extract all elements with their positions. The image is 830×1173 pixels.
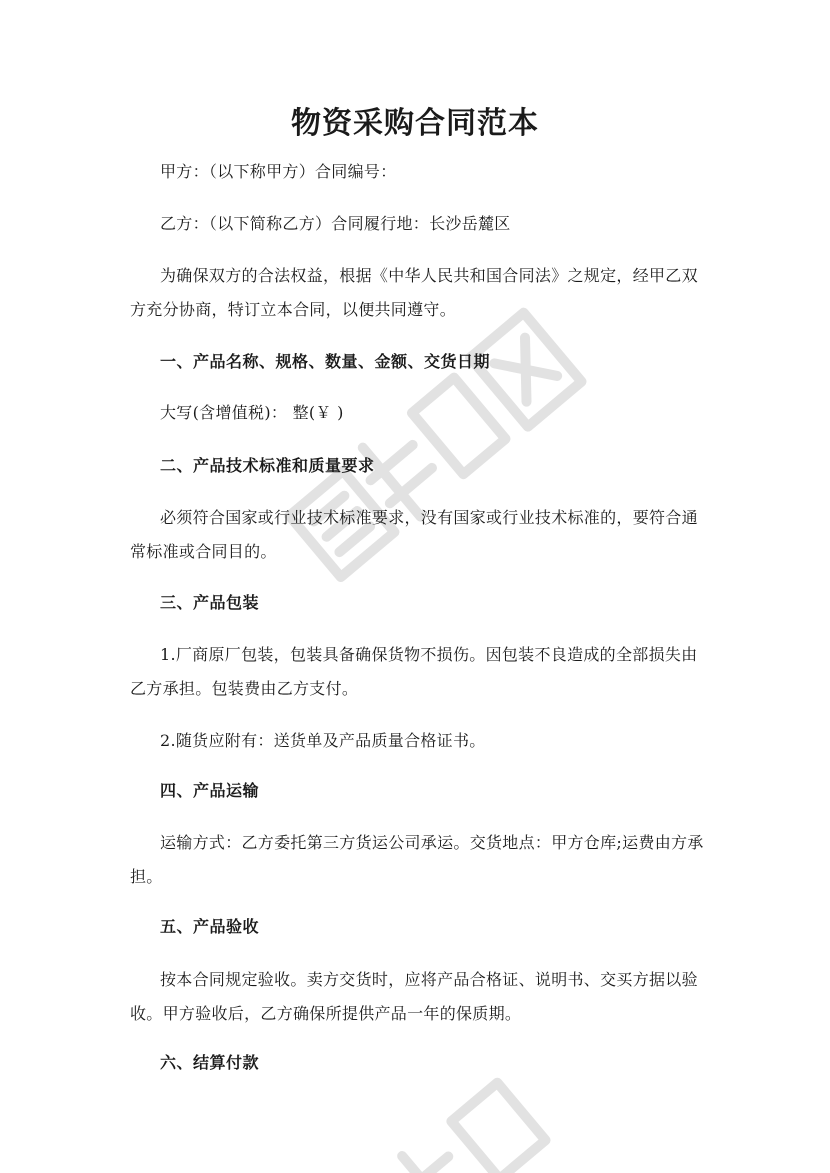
section-1-amount-line: 大写(含增值税)： 整(￥ )	[160, 403, 344, 422]
section-4-heading: 四、产品运输	[160, 781, 260, 800]
section-4-paragraph: 运输方式：乙方委托第三方货运公司承运。交货地点：甲方仓库;运费由方承担。	[130, 833, 704, 886]
section-3-paragraph-2: 2.随货应附有：送货单及产品质量合格证书。	[160, 731, 486, 750]
section-5-paragraph: 按本合同规定验收。卖方交货时，应将产品合格证、说明书、交买方据以验收。甲方验收后，乙方确保所提供产品一年的保质期。	[130, 970, 698, 1023]
section-3-paragraph-1: 1.厂商原厂包装，包装具备确保货物不损伤。因包装不良造成的全部损失由乙方承担。包装费由乙方支付。	[130, 645, 698, 698]
section-2-heading: 二、产品技术标准和质量要求	[160, 456, 375, 475]
section-2-paragraph: 必须符合国家或行业技术标准要求，没有国家或行业技术标准的，要符合通常标准或合同目的。	[130, 508, 698, 561]
section-1-heading: 一、产品名称、规格、数量、金额、交货日期	[160, 352, 491, 371]
party-a-line: 甲方：（以下称甲方）合同编号：	[160, 162, 397, 181]
intro-paragraph: 为确保双方的合法权益，根据《中华人民共和国合同法》之规定，经甲乙双方充分协商，特订立本合同，以便共同遵守。	[130, 266, 698, 319]
party-b-line: 乙方：（以下简称乙方）合同履行地：长沙岳麓区	[160, 214, 511, 233]
section-3-heading: 三、产品包装	[160, 593, 260, 612]
section-6-heading: 六、结算付款	[160, 1053, 260, 1072]
section-5-heading: 五、产品验收	[160, 917, 260, 936]
document-title: 物资采购合同范本	[291, 106, 539, 141]
